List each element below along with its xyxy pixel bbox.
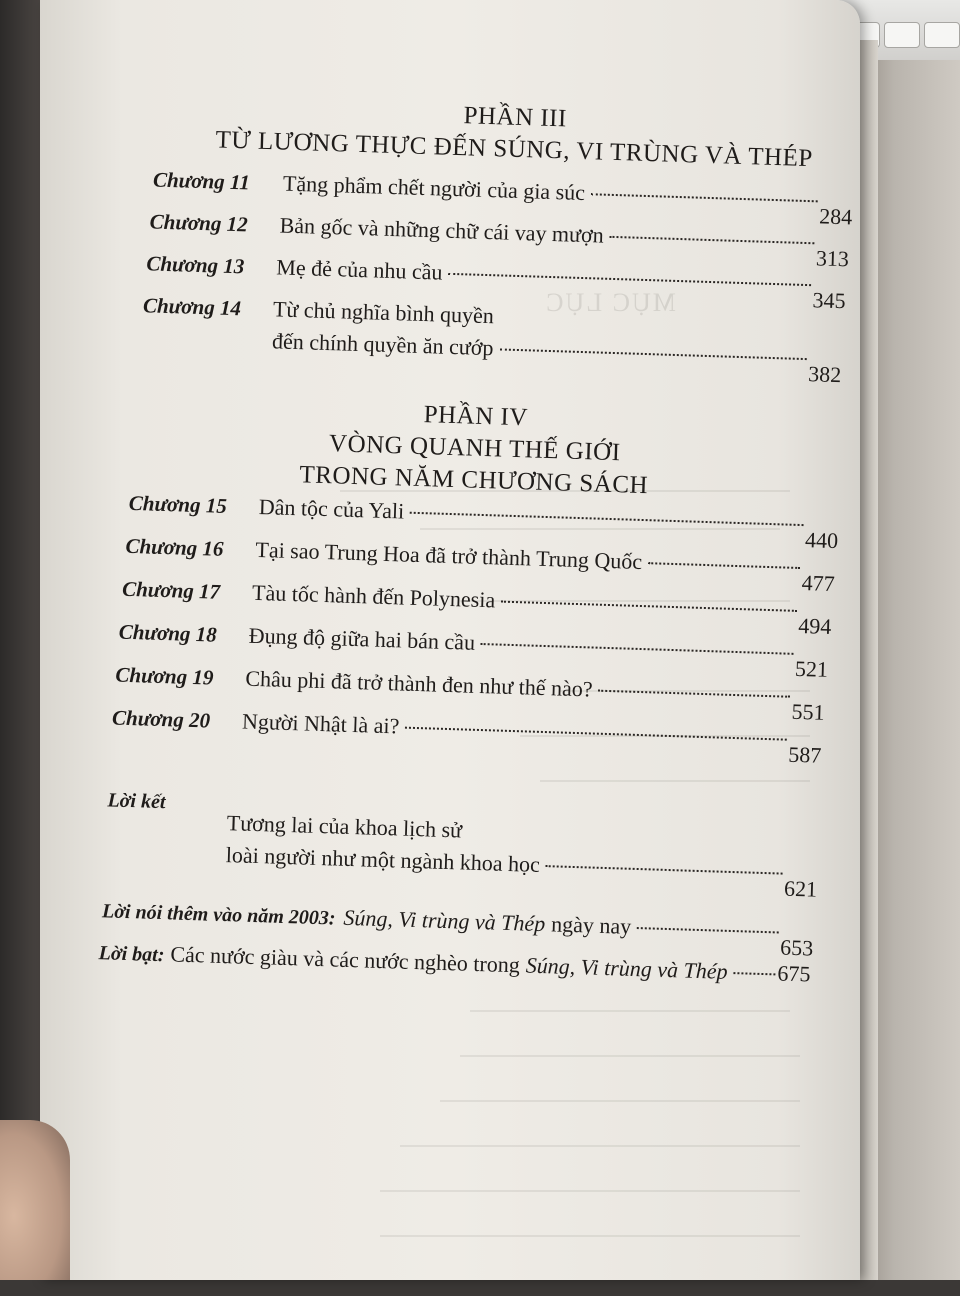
page-number: 587 [787,741,822,768]
chapter-label: Chương 19 [115,662,214,690]
chapter-title-line1: Từ chủ nghĩa bình quyền [272,296,495,329]
page-number: 675 [777,960,811,987]
page-number: 494 [797,612,832,639]
chapter-title-line2: đến chính quyền ăn cướp [271,328,494,361]
page-number: 313 [815,245,850,272]
page-number: 477 [801,570,836,597]
dot-leader [448,273,811,286]
toc-entry-postscript[interactable] [98,939,810,987]
page-number: 621 [783,875,818,902]
dot-leader [410,512,803,526]
page-number: 653 [779,934,814,961]
chapter-label: Chương 20 [111,705,211,733]
postscript-text: Các nước giàu và các nước nghèo trong [170,941,521,978]
chapter-label: Chương 12 [149,209,249,237]
chapter-title: Châu phi đã trở thành đen như thế nào? [245,665,594,702]
part4-title-line2: TRONG NĂM CHƯƠNG SÁCH [299,461,649,500]
chapter-title: Dân tộc của Yali [258,493,405,524]
chapter-title: Mẹ đẻ của nhu cầu [275,254,443,285]
dot-leader [499,348,806,360]
part4-title-line1: VÒNG QUANH THẾ GIỚI [328,430,621,467]
chapter-title: Tại sao Trung Hoa đã trở thành Trung Quốc [255,536,643,575]
chapter-title: Tặng phẩm chết người của gia súc [282,170,586,206]
part3-header [204,92,826,175]
dot-leader [481,643,794,655]
dot-leader [405,727,787,741]
chapter-label: Chương 13 [146,251,245,279]
afterword-italic-title: Súng, Vi trùng và Thép [343,904,546,937]
part4-header [183,392,766,506]
part3-title: TỪ LƯƠNG THỰC ĐẾN SÚNG, VI TRÙNG VÀ THÉP [215,126,814,173]
dot-leader [610,236,815,244]
toc-entry-chapter-14[interactable] [142,292,843,388]
chapter-label: Chương 18 [118,619,218,647]
chapter-title: Tàu tốc hành đến Polynesia [251,579,496,613]
dot-leader [591,193,818,202]
chapter-title: Người Nhật là ai? [241,708,400,739]
chapter-label: Chương 14 [142,293,242,321]
dot-leader [501,601,797,612]
page-number: 382 [807,361,842,388]
dot-leader [546,865,783,874]
chapter-label: Chương 15 [128,490,228,518]
part4-heading: PHẦN IV [423,401,529,432]
chapter-label: Chương 11 [152,167,251,195]
dot-leader [599,690,791,698]
chapter-label: Chương 17 [121,576,221,604]
toc-entry-chapter-20[interactable] [111,704,822,768]
page-number: 551 [791,698,826,725]
dot-leader [637,927,779,933]
epilogue-label: Lời kết [107,789,166,814]
page-number: 440 [804,527,839,554]
dot-leader [733,972,775,975]
chapter-title: Bản gốc và những chữ cái vay mượn [279,212,605,248]
page-number: 521 [794,655,829,682]
chapter-label: Chương 16 [125,533,224,561]
postscript-italic-title: Súng, Vi trùng và Thép [525,952,728,984]
afterword-label: Lời nói thêm vào năm 2003: [101,900,336,930]
chapter-title: Đụng độ giữa hai bán cầu [248,622,476,655]
epilogue-title-line2: loài người như một ngành khoa học [225,842,541,877]
page-number: 284 [818,203,853,230]
toc-entry-epilogue[interactable] [106,789,820,902]
page-number: 345 [812,287,846,314]
dot-leader [648,562,800,569]
afterword-rest: ngày nay [550,911,632,939]
epilogue-title-line1: Tương lai của khoa lịch sử [226,810,463,843]
postscript-label: Lời bạt: [98,942,165,967]
part3-heading: PHẦN III [463,102,568,133]
thumb [0,1120,70,1280]
